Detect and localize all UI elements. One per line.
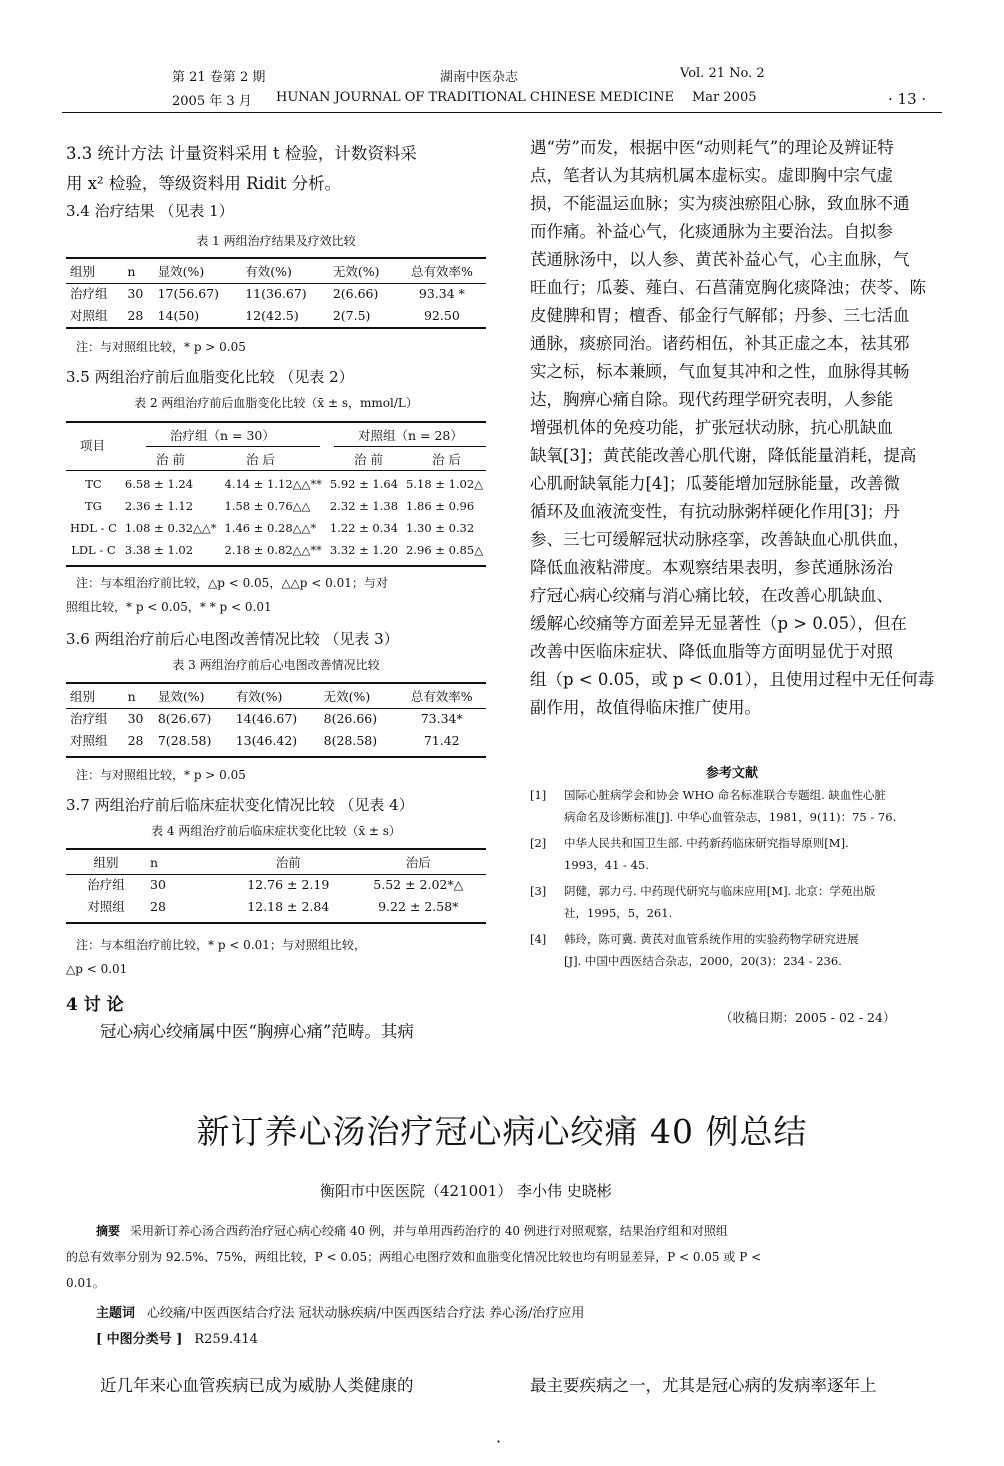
table-cell: 治前 bbox=[275, 855, 301, 870]
table-cell: 4.14 ± 1.12△△** bbox=[224, 477, 322, 491]
table-3 bbox=[66, 685, 486, 751]
table-1-mid-rule bbox=[66, 283, 486, 284]
table-cell: 组别 bbox=[70, 689, 96, 704]
text-line: 组（p < 0.05，或 p < 0.01），且使用过程中无任何毒 bbox=[530, 670, 935, 689]
table-1-caption: 表 1 两组治疗结果及疗效比较 bbox=[196, 234, 356, 248]
reference-text: 社，1995，5，261. bbox=[564, 906, 673, 920]
table-cell: 治疗组 bbox=[70, 711, 108, 726]
table-cell: 总有效率% bbox=[410, 689, 473, 704]
text-line: 遇“劳”而发，根据中医“动则耗气”的理论及辨证特 bbox=[530, 138, 894, 157]
text-line: 旺血行；瓜蒌、薤白、石菖蒲宽胸化痰降浊；茯苓、陈 bbox=[530, 278, 926, 297]
table-cell: 1.58 ± 0.76△△ bbox=[224, 499, 311, 513]
table-2-group-rule-1 bbox=[146, 446, 320, 447]
reference-item bbox=[530, 832, 950, 876]
table-2-sub-header: 治 前 bbox=[354, 452, 383, 467]
article-authors: 衡阳市中医医院（421001） 李小伟 史晓彬 bbox=[320, 1182, 612, 1200]
reference-text: 1993，41 - 45. bbox=[564, 858, 649, 872]
table-cell: 71.42 bbox=[423, 732, 460, 748]
reference-text: [J]. 中国中西医结合杂志，2000，20(3)：234 - 236. bbox=[564, 954, 842, 968]
table-cell: 有效(%) bbox=[235, 689, 283, 704]
section-3-5-heading: 3.5 两组治疗前后血脂变化比较 （见表 2） bbox=[66, 368, 354, 386]
text-line: 缺氧[3]；黄芪能改善心肌代谢，降低能量消耗，提高 bbox=[530, 446, 917, 465]
abstract-label: 摘要 bbox=[96, 1224, 121, 1238]
table-cell: 5.92 ± 1.64 bbox=[329, 477, 399, 491]
table-4-bottom-rule bbox=[66, 922, 486, 924]
table-cell: 3.32 ± 1.20 bbox=[329, 543, 399, 557]
table-row bbox=[66, 895, 486, 917]
right-column-text bbox=[530, 134, 948, 722]
table-cell: 2.32 ± 1.38 bbox=[329, 499, 399, 513]
section-3-4-heading: 3.4 治疗结果 （见表 1） bbox=[66, 202, 234, 220]
header-rule bbox=[62, 112, 942, 113]
text-line: 参、三七可缓解冠状动脉痉挛，改善缺血心肌供血， bbox=[530, 530, 910, 549]
table-cell: 14(50) bbox=[157, 307, 200, 323]
header-journal-en: HUNAN JOURNAL OF TRADITIONAL CHINESE MEDICINE bbox=[276, 90, 675, 105]
table-cell: 2.18 ± 0.82△△** bbox=[224, 543, 322, 557]
table-2 bbox=[66, 473, 487, 561]
table-cell: 有效(%) bbox=[245, 264, 292, 279]
reference-item bbox=[530, 880, 950, 924]
table-row bbox=[66, 707, 486, 729]
table-2-top-rule bbox=[66, 421, 486, 423]
text-line: 芪通脉汤中，以人参、黄芪补益心气，心主血脉，气 bbox=[530, 250, 910, 269]
table-4-mid-rule bbox=[66, 874, 486, 875]
table-2-group-rule-2 bbox=[334, 446, 486, 447]
table-cell: 组别 bbox=[93, 855, 119, 870]
table-cell: 治疗组 bbox=[87, 877, 125, 892]
table-1-bottom-rule bbox=[66, 327, 486, 329]
table-cell: 9.22 ± 2.58* bbox=[378, 898, 459, 914]
reference-text: 国际心脏病学会和协会 WHO 命名标准联合专题组. 缺血性心脏 bbox=[564, 788, 886, 802]
body-text-right: 最主要疾病之一，尤其是冠心病的发病率逐年上 bbox=[530, 1376, 877, 1395]
table-cell: 对照组 bbox=[87, 899, 125, 914]
text-line: 心肌耐缺氧能力[4]；瓜蒌能增加冠脉能量，改善微 bbox=[530, 474, 900, 493]
table-cell: 6.58 ± 1.24 bbox=[124, 477, 194, 491]
abstract-text: 采用新订养心汤合西药治疗冠心病心绞痛 40 例，并与单用西药治疗的 40 例进行对照观察，结果治疗组和对照组 bbox=[130, 1224, 728, 1238]
table-cell: 2.36 ± 1.12 bbox=[124, 499, 194, 513]
text-line: 点，笔者认为其病机属本虚标实。虚即胸中宗气虚 bbox=[530, 166, 893, 185]
page-dot: · bbox=[496, 1432, 502, 1451]
table-cell: 1.30 ± 0.32 bbox=[406, 521, 475, 535]
header-journal-cn: 湖南中医杂志 bbox=[440, 70, 519, 85]
text-line: 降低血液粘滞度。本观察结果表明，参芪通脉汤治 bbox=[530, 558, 893, 577]
text-line: 损，不能温运血脉；实为痰浊瘀阻心脉，致血脉不通 bbox=[530, 194, 910, 213]
table-cell: 1.08 ± 0.32△△* bbox=[124, 521, 217, 535]
section-3-3-line2: 用 x² 检验，等级资料用 Ridit 分析。 bbox=[66, 174, 342, 193]
keywords-label: 主题词 bbox=[96, 1306, 136, 1321]
text-line: 而作痛。补益心气，化痰通脉为主要治法。自拟参 bbox=[530, 222, 893, 241]
table-cell: 30 bbox=[127, 710, 144, 726]
article-title: 新订养心汤治疗冠心病心绞痛 40 例总结 bbox=[196, 1112, 808, 1151]
table-cell: 显效(%) bbox=[157, 689, 205, 704]
discussion-text: 冠心病心绞痛属中医“胸痹心痛”范畴。其病 bbox=[100, 1022, 414, 1041]
header-date-cn: 2005 年 3 月 bbox=[172, 94, 252, 109]
header-date-en: Mar 2005 bbox=[692, 90, 757, 105]
keywords bbox=[96, 1302, 584, 1321]
section-3-3-line1: 3.3 统计方法 计量资料采用 t 检验，计数资料采 bbox=[66, 144, 417, 163]
classification-label: [ 中图分类号 ] bbox=[96, 1332, 183, 1347]
table-row bbox=[66, 304, 486, 326]
section-4-heading: 4 讨 论 bbox=[66, 995, 124, 1015]
table-cell: LDL - C bbox=[71, 543, 116, 557]
table-cell: 2(7.5) bbox=[332, 307, 371, 323]
body-text-left: 近几年来心血管疾病已成为威胁人类健康的 bbox=[100, 1376, 414, 1395]
table-cell: 13(46.42) bbox=[235, 732, 298, 748]
table-3-caption: 表 3 两组治疗前后心电图改善情况比较 bbox=[172, 658, 380, 672]
table-cell: 8(26.67) bbox=[157, 710, 212, 726]
table-cell: HDL - C bbox=[70, 521, 117, 535]
table-2-note-line1: 注：与本组治疗前比较，△p < 0.05，△△p < 0.01；与对 bbox=[76, 576, 388, 590]
table-4-header bbox=[66, 851, 486, 873]
table-cell: 5.52 ± 2.02*△ bbox=[373, 876, 464, 892]
text-line: 实之标，标本兼顾，气血复其冲和之性，血脉得其畅 bbox=[530, 362, 910, 381]
table-cell: 无效(%) bbox=[323, 689, 371, 704]
table-cell: 1.86 ± 0.96 bbox=[406, 499, 475, 513]
reference-number: [3] bbox=[530, 884, 547, 898]
table-1 bbox=[66, 260, 486, 326]
table-4-note-line1: 注：与本组治疗前比较，* p < 0.01；与对照组比较， bbox=[76, 938, 366, 952]
table-4-note-line2: △p < 0.01 bbox=[66, 962, 128, 976]
table-cell: 28 bbox=[127, 732, 144, 748]
table-cell: n bbox=[150, 854, 159, 870]
table-row bbox=[66, 729, 486, 751]
reference-text: 中华人民共和国卫生部. 中药新药临床研究指导原则[M]. bbox=[564, 836, 849, 850]
table-cell: 17(56.67) bbox=[157, 285, 220, 301]
text-line: 副作用，故值得临床推广使用。 bbox=[530, 698, 761, 717]
table-cell: 12(42.5) bbox=[245, 307, 299, 323]
table-4-caption: 表 4 两组治疗前后临床症状变化比较（x̄ ± s） bbox=[151, 824, 401, 838]
table-cell: 73.34* bbox=[420, 710, 463, 726]
table-cell: 对照组 bbox=[70, 733, 108, 748]
text-line: 增强机体的免疫功能，扩张冠状动脉，抗心肌缺血 bbox=[530, 418, 893, 437]
table-cell: 28 bbox=[150, 898, 166, 914]
classification-code: R259.414 bbox=[194, 1332, 258, 1347]
table-cell: 7(28.58) bbox=[157, 732, 212, 748]
table-row bbox=[66, 539, 487, 561]
table-cell: 显效(%) bbox=[157, 264, 205, 279]
table-cell: 30 bbox=[127, 285, 144, 301]
section-3-7-heading: 3.7 两组治疗前后临床症状变化情况比较 （见表 4） bbox=[66, 796, 414, 814]
table-cell: 无效(%) bbox=[332, 264, 380, 279]
reference-text: 病命名及诊断标准[J]. 中华心血管杂志，1981，9(11)：75 - 76. bbox=[564, 810, 897, 824]
table-cell: TG bbox=[85, 499, 102, 513]
table-4 bbox=[66, 851, 486, 917]
table-1-header bbox=[66, 260, 486, 282]
table-cell: TC bbox=[85, 477, 102, 491]
table-3-mid-rule bbox=[66, 708, 486, 709]
abstract-line2: 的总有效率分别为 92.5%、75%，两组比较，P < 0.05；两组心电图疗效和血脂变化情况比较也均有明显差异，P < 0.05 或 P < bbox=[66, 1250, 762, 1264]
table-cell: 93.34 * bbox=[418, 285, 465, 301]
table-row bbox=[66, 517, 487, 539]
table-cell: 8(26.66) bbox=[323, 710, 378, 726]
reference-number: [4] bbox=[530, 932, 547, 946]
table-3-bottom-rule bbox=[66, 756, 486, 758]
table-cell: 92.50 bbox=[423, 307, 460, 323]
text-line: 皮健脾和胃；檀香、郁金行气解郁；丹参、三七活血 bbox=[530, 306, 910, 325]
received-date: （收稿日期：2005 - 02 - 24） bbox=[720, 1010, 896, 1025]
table-3-header bbox=[66, 685, 486, 707]
classification bbox=[96, 1328, 258, 1347]
table-cell: 8(28.58) bbox=[323, 732, 378, 748]
table-row bbox=[66, 873, 486, 895]
table-row bbox=[66, 282, 486, 304]
table-cell: 3.38 ± 1.02 bbox=[124, 543, 194, 557]
text-line: 疗冠心病心绞痛与消心痛比较，在改善心肌缺血、 bbox=[530, 586, 893, 605]
table-3-note: 注：与对照组比较，* p > 0.05 bbox=[76, 768, 246, 782]
table-2-bottom-rule bbox=[66, 565, 486, 567]
table-cell: 总有效率% bbox=[410, 264, 473, 279]
table-2-sub-header: 治 前 bbox=[156, 452, 185, 467]
table-cell: 11(36.67) bbox=[245, 285, 307, 301]
table-cell: n bbox=[127, 688, 136, 704]
table-cell: 2.96 ± 0.85△ bbox=[406, 543, 484, 557]
reference-text: 韩玲，陈可冀. 黄芪对血管系统作用的实验药物学研究进展 bbox=[564, 932, 859, 946]
text-line: 循环及血液流变性，有抗动脉粥样硬化作用[3]；丹 bbox=[530, 502, 900, 521]
table-row bbox=[66, 495, 487, 517]
page-number: · 13 · bbox=[888, 90, 927, 108]
table-2-sub-header: 治 后 bbox=[246, 452, 275, 467]
section-3-6-heading: 3.6 两组治疗前后心电图改善情况比较 （见表 3） bbox=[66, 630, 399, 648]
table-cell: 2(6.66) bbox=[332, 285, 379, 301]
table-cell: n bbox=[127, 263, 136, 279]
reference-text: 阴健，郭力弓. 中药现代研究与临床应用[M]. 北京：学苑出版 bbox=[564, 884, 876, 898]
keywords-text: 心绞痛/中医西医结合疗法 冠状动脉疾病/中医西医结合疗法 养心汤/治疗应用 bbox=[147, 1306, 585, 1321]
text-line: 通脉，痰瘀同治。诸药相伍，补其正虚之本，祛其邪 bbox=[530, 334, 910, 353]
text-line: 达，胸痹心痛自除。现代药理学研究表明，人参能 bbox=[530, 390, 893, 409]
table-cell: 5.18 ± 1.02△ bbox=[406, 477, 484, 491]
abstract-line3: 0.01。 bbox=[66, 1276, 105, 1290]
table-cell: 对照组 bbox=[70, 308, 108, 323]
table-cell: 12.76 ± 2.19 bbox=[247, 876, 330, 892]
table-2-caption: 表 2 两组治疗前后血脂变化比较（x̄ ± s，mmol/L） bbox=[134, 396, 418, 410]
table-cell: 1.22 ± 0.34 bbox=[329, 521, 399, 535]
table-cell: 12.18 ± 2.84 bbox=[247, 898, 330, 914]
table-cell: 1.46 ± 0.28△△* bbox=[224, 521, 317, 535]
table-cell: 14(46.67) bbox=[235, 710, 298, 726]
table-row bbox=[66, 473, 487, 495]
table-2-sub-header: 治 后 bbox=[432, 452, 461, 467]
text-line: 改善中医临床症状、降低血脂等方面明显优于对照 bbox=[530, 642, 893, 661]
reference-item bbox=[530, 928, 950, 972]
header-volume-en: Vol. 21 No. 2 bbox=[680, 66, 765, 81]
reference-number: [1] bbox=[530, 788, 547, 802]
table-2-group2-header: 对照组（n = 28） bbox=[358, 428, 463, 443]
abstract-line1 bbox=[96, 1222, 956, 1239]
table-4-top-rule bbox=[66, 848, 486, 850]
table-cell: 治疗组 bbox=[70, 286, 108, 301]
table-2-item-header: 项目 bbox=[80, 438, 106, 453]
header-volume: 第 21 卷第 2 期 bbox=[172, 70, 266, 85]
reference-item bbox=[530, 784, 950, 828]
table-cell: 30 bbox=[150, 876, 166, 892]
references-heading: 参考文献 bbox=[706, 766, 759, 781]
reference-number: [2] bbox=[530, 836, 547, 850]
text-line: 缓解心绞痛等方面差异无显著性（p > 0.05），但在 bbox=[530, 614, 907, 633]
table-1-top-rule bbox=[66, 257, 486, 259]
table-cell: 治后 bbox=[405, 855, 431, 870]
table-3-top-rule bbox=[66, 682, 486, 684]
table-2-group1-header: 治疗组（n = 30） bbox=[170, 428, 275, 443]
table-1-note: 注：与对照组比较，* p > 0.05 bbox=[76, 340, 246, 354]
table-cell: 组别 bbox=[70, 264, 96, 279]
table-2-note-line2: 照组比较，* p < 0.05，* * p < 0.01 bbox=[66, 600, 272, 614]
table-2-mid-rule bbox=[66, 470, 486, 471]
table-cell: 28 bbox=[127, 307, 144, 323]
